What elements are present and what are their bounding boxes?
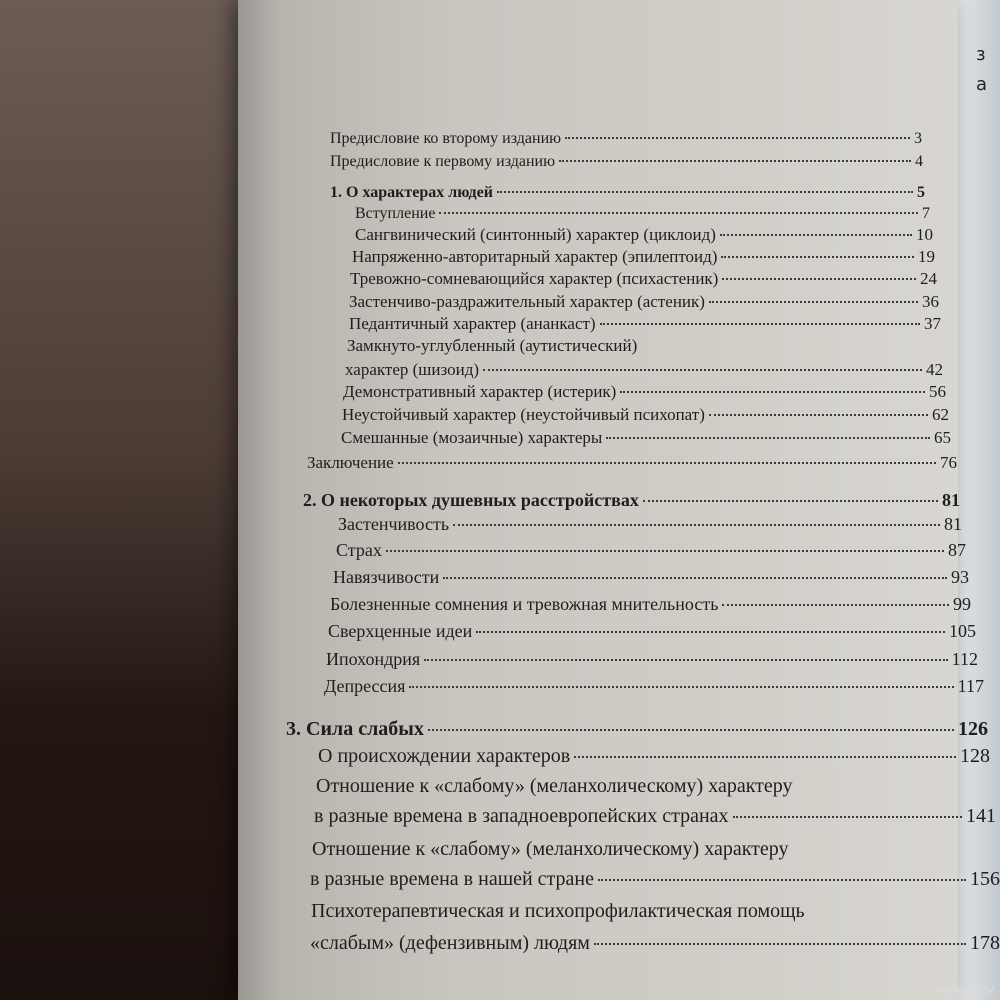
toc-entry	[330, 130, 922, 148]
toc-entry	[341, 428, 951, 448]
toc-entry-page: 81	[944, 514, 962, 534]
toc-entry-title: Сангвинический (синтонный) характер (циклоид)	[355, 225, 716, 244]
toc-entry	[347, 336, 637, 356]
toc-entry-page: 42	[926, 360, 943, 379]
leader-dots	[398, 462, 936, 464]
toc-entry	[355, 225, 933, 245]
toc-entry-title: Навязчивости	[333, 567, 440, 587]
leader-dots	[598, 879, 966, 881]
leader-dots	[453, 524, 940, 526]
leader-dots	[574, 756, 956, 758]
toc-entry-title: Заключение	[307, 453, 394, 472]
leader-dots	[722, 278, 916, 280]
toc-entry-page: 36	[922, 292, 939, 311]
toc-entry	[310, 932, 1000, 955]
toc-chapter	[330, 184, 925, 202]
toc-entry-page: 156	[970, 868, 1000, 890]
toc-entry-title: Ипохондрия	[326, 649, 421, 669]
toc-entry	[330, 153, 923, 171]
toc-entry-page: 65	[934, 428, 951, 447]
leader-dots	[721, 256, 914, 258]
toc-entry-title: Педантичный характер (ананкаст)	[349, 314, 596, 333]
leader-dots	[424, 659, 947, 661]
toc-entry	[352, 247, 935, 267]
toc-entry	[312, 838, 789, 861]
edge-letter: з	[976, 44, 986, 65]
toc-entry-title: в разные времена в нашей стране	[310, 868, 594, 890]
toc-entry-page: 62	[932, 405, 949, 424]
toc-entry	[336, 540, 966, 561]
toc-entry	[343, 382, 946, 402]
toc-entry-page: 7	[922, 205, 930, 222]
toc-entry-title: Страх	[336, 540, 382, 560]
toc-entry-title: Сверхценные идеи	[328, 621, 473, 641]
toc-entry-title: Психотерапевтическая и психопрофилактическая помощь	[311, 900, 805, 922]
leader-dots	[428, 729, 954, 731]
toc-entry-title: Предисловие к первому изданию	[330, 153, 556, 170]
toc-entry-page: 87	[948, 540, 966, 560]
toc-entry-title: Застенчивость	[338, 514, 450, 534]
toc-entry-page: 5	[917, 184, 925, 201]
toc-entry	[330, 594, 971, 615]
toc-entry-title: Неустойчивый характер (неустойчивый психопат)	[342, 405, 705, 424]
toc-entry-title: Напряженно-авторитарный характер (эпилептоид)	[352, 247, 718, 266]
toc-entry	[307, 453, 957, 473]
leader-dots	[643, 500, 938, 502]
toc-entry-title: Застенчиво-раздражительный характер (астеник)	[349, 292, 705, 311]
toc-entry	[326, 649, 978, 670]
toc-entry-page: 128	[960, 745, 990, 767]
toc-entry	[355, 205, 930, 223]
leader-dots	[559, 160, 911, 162]
toc-entry-page: 24	[920, 269, 937, 288]
toc-entry	[333, 567, 969, 588]
leader-dots	[600, 323, 920, 325]
toc-entry-page: 4	[915, 153, 923, 170]
leader-dots	[386, 550, 944, 552]
toc-entry-title: Вступление	[355, 205, 436, 222]
leader-dots	[620, 391, 925, 393]
toc-entry	[324, 676, 984, 697]
toc-entry-title: О происхождении характеров	[318, 745, 571, 767]
leader-dots	[709, 414, 928, 416]
toc-entry	[350, 269, 937, 289]
toc-entry-page: 76	[940, 453, 957, 472]
toc-entry-page: 93	[951, 567, 969, 587]
toc-entry-title: 3. Сила слабых	[286, 718, 424, 740]
leader-dots	[565, 137, 910, 139]
toc-entry-title: Отношение к «слабому» (меланхолическому) характеру	[312, 838, 789, 860]
leader-dots	[594, 943, 966, 945]
toc-entry-title: Тревожно-сомневающийся характер (психастеник)	[350, 269, 719, 288]
toc-entry-page: 112	[951, 649, 978, 669]
toc-entry-page: 37	[924, 314, 941, 333]
toc-entry	[314, 805, 996, 828]
toc-entry-page: 3	[914, 130, 922, 147]
toc-chapter	[303, 490, 960, 511]
toc-entry	[318, 745, 990, 768]
toc-entry	[328, 621, 976, 642]
toc-entry-page: 81	[942, 490, 960, 510]
toc-entry-title: Демонстративный характер (истерик)	[343, 382, 617, 401]
toc-entry	[311, 900, 805, 923]
leader-dots	[497, 191, 913, 193]
watermark: www.ay.by	[935, 983, 994, 996]
toc-entry-page: 117	[957, 676, 984, 696]
leader-dots	[733, 816, 962, 818]
toc-entry	[349, 314, 941, 334]
leader-dots	[409, 686, 953, 688]
toc-entry	[349, 292, 939, 312]
leader-dots	[722, 604, 949, 606]
edge-letter: а	[976, 74, 988, 95]
leader-dots	[439, 212, 918, 214]
toc-entry	[316, 775, 793, 798]
toc-entry-page: 178	[970, 932, 1000, 954]
toc-entry-title: Болезненные сомнения и тревожная мнительность	[330, 594, 719, 614]
toc-entry-page: 141	[966, 805, 996, 827]
leader-dots	[709, 301, 918, 303]
toc-entry-title: 2. О некоторых душевных расстройствах	[303, 490, 639, 510]
toc-entry	[345, 360, 943, 380]
toc-entry-title: характер (шизоид)	[345, 360, 479, 379]
toc-entry-title: Депрессия	[324, 676, 406, 696]
toc-entry-title: Отношение к «слабому» (меланхолическому) характеру	[316, 775, 793, 797]
toc-entry	[342, 405, 949, 425]
toc-entry-page: 99	[953, 594, 971, 614]
toc-entry-title: «слабым» (дефензивным) людям	[310, 932, 590, 954]
leader-dots	[476, 631, 945, 633]
toc-entry-page: 126	[958, 718, 988, 740]
toc-entry	[338, 514, 962, 535]
toc-entry-page: 10	[916, 225, 933, 244]
toc-chapter	[286, 718, 988, 741]
toc-entry	[310, 868, 1000, 891]
toc-entry-page: 105	[949, 621, 976, 641]
toc-entry-title: Предисловие ко второму изданию	[330, 130, 562, 147]
leader-dots	[720, 234, 912, 236]
toc-entry-page: 56	[929, 382, 946, 401]
leader-dots	[443, 577, 947, 579]
toc-entry-page: 19	[918, 247, 935, 266]
leader-dots	[606, 437, 930, 439]
toc-entry-title: в разные времена в западноевропейских странах	[314, 805, 729, 827]
leader-dots	[483, 369, 922, 371]
toc-entry-title: Замкнуто-углубленный (аутистический)	[347, 336, 638, 355]
toc-entry-title: Смешанные (мозаичные) характеры	[341, 428, 603, 447]
toc-entry-title: 1. О характерах людей	[330, 184, 493, 201]
